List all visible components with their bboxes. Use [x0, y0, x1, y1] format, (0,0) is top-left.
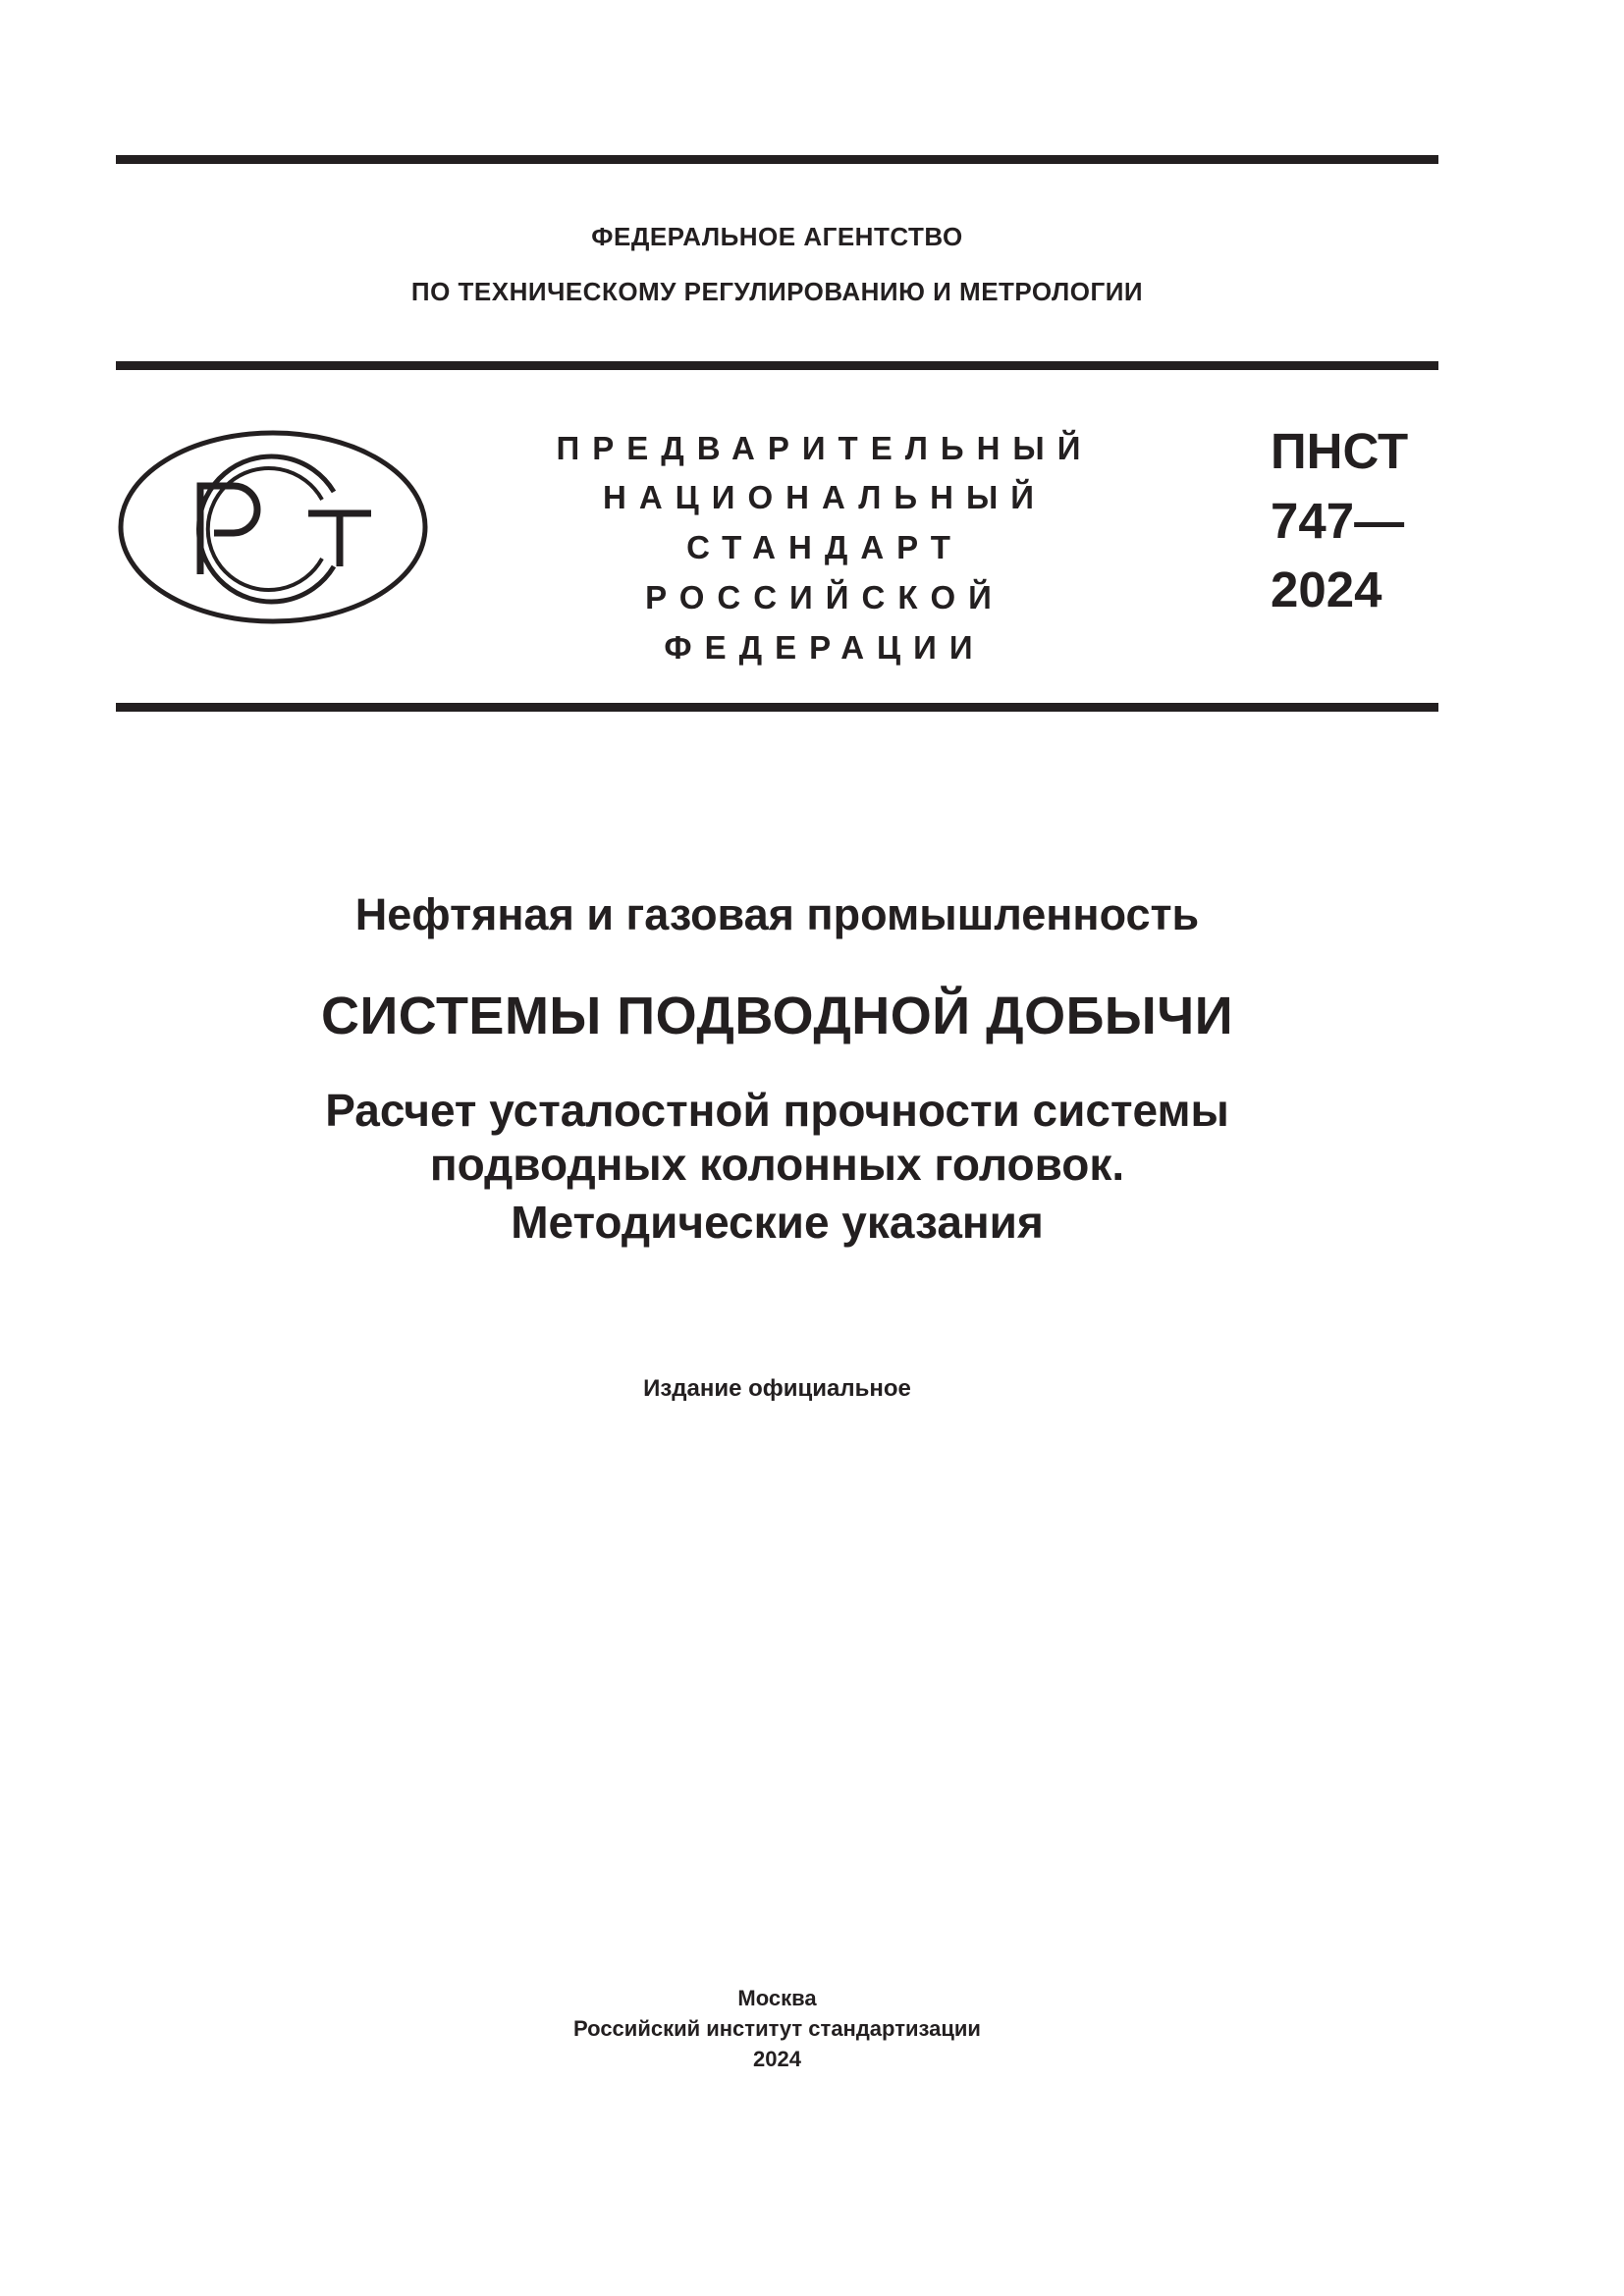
header-rule	[116, 361, 1438, 370]
top-rule	[116, 155, 1438, 164]
standard-type-line-1: ПРЕДВАРИТЕЛЬНЫЙ	[556, 430, 1094, 466]
standard-number-line-3: 2024	[1271, 561, 1382, 617]
document-subtitle-line-2: подводных колонных головок.	[429, 1139, 1125, 1190]
imprint-publisher: Российский институт стандартизации	[573, 2016, 981, 2041]
document-subtitle-line-1: Расчет усталостной прочности системы	[325, 1085, 1229, 1136]
standard-type-line-4: РОССИЙСКОЙ	[645, 579, 1004, 615]
imprint-year: 2024	[753, 2047, 801, 2071]
standard-type-line-3: СТАНДАРТ	[686, 529, 963, 565]
title-block-rule	[116, 703, 1438, 712]
agency-name-line-2: ПО ТЕХНИЧЕСКОМУ РЕГУЛИРОВАНИЮ И МЕТРОЛОГИИ	[410, 277, 1144, 306]
edition-note: Издание официальное	[643, 1375, 911, 1402]
document-pre-title: Нефтяная и газовая промышленность	[354, 889, 1200, 939]
standard-number-line-1: ПНСТ	[1271, 423, 1409, 479]
gost-emblem-icon	[116, 429, 430, 625]
standard-type-line-5: ФЕДЕРАЦИИ	[664, 629, 986, 666]
standard-number-line-2: 747—	[1271, 493, 1405, 549]
document-main-title: СИСТЕМЫ ПОДВОДНОЙ ДОБЫЧИ	[320, 987, 1234, 1045]
document-subtitle-line-3: Методические указания	[511, 1197, 1044, 1248]
gost-logo	[116, 429, 430, 625]
agency-name-line-1: ФЕДЕРАЛЬНОЕ АГЕНТСТВО	[591, 222, 963, 251]
standard-type-line-2: НАЦИОНАЛЬНЫЙ	[603, 479, 1047, 515]
imprint-city: Москва	[737, 1986, 817, 2010]
